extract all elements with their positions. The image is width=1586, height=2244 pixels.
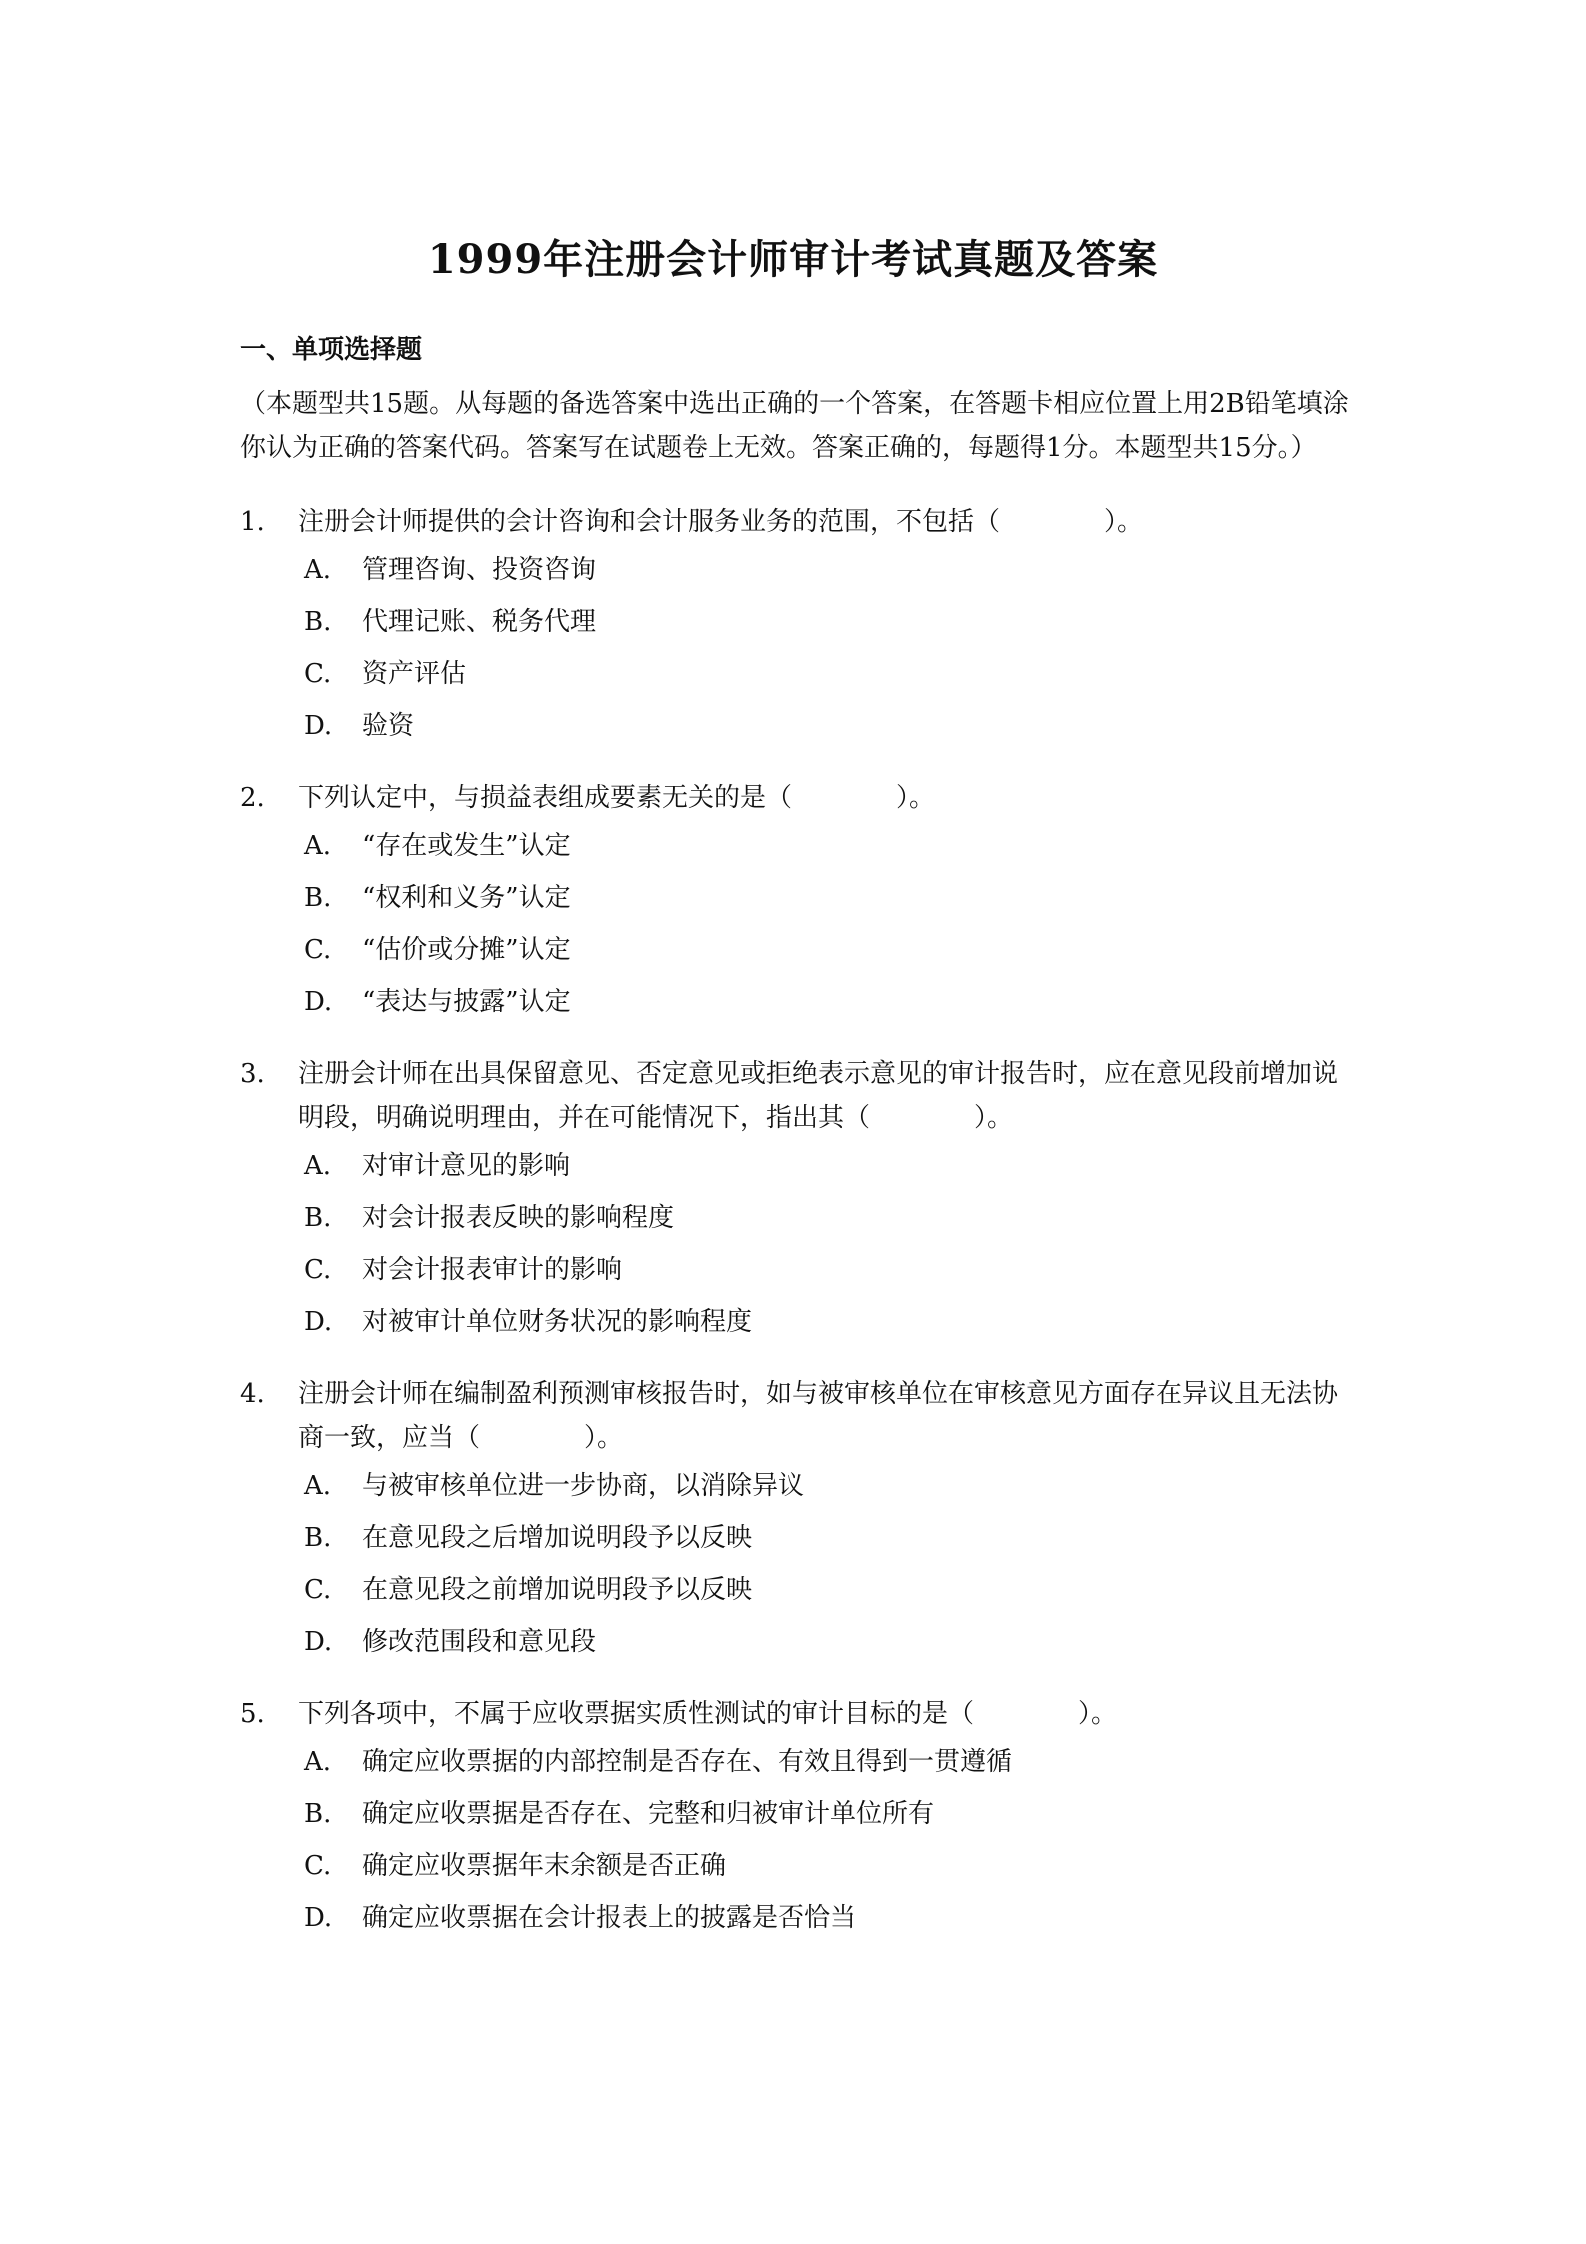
option-text: 在意见段之后增加说明段予以反映 [362,1523,753,1553]
question-number: 4. [240,1379,265,1409]
question-number: 2. [240,783,265,813]
option-d [304,1892,1350,1944]
option-letter: A. [304,1747,332,1777]
question-stem [240,500,1350,544]
option-letter: A. [304,1471,332,1501]
question-3 [240,1052,1350,1348]
document-title: 1999年注册会计师审计考试真题及答案 [427,236,1159,283]
section-instructions: （本题型共15题。从每题的备选答案中选出正确的一个答案，在答题卡相应位置上用2B铅笔填涂你认为正确的答案代码。答案写在试题卷上无效。答案正确的，每题得1分。本题型共15分。） [240,389,1349,463]
option-letter: D. [304,1903,333,1933]
option-text: 确定应收票据年末余额是否正确 [362,1851,727,1881]
option-b [304,872,1350,924]
option-list [304,1736,1350,1944]
option-list [304,544,1350,752]
option-text: 确定应收票据在会计报表上的披露是否恰当 [362,1903,857,1933]
option-letter: D. [304,987,333,1017]
option-c [304,924,1350,976]
option-letter: C. [304,1851,332,1881]
option-letter: A. [304,555,332,585]
option-letter: C. [304,1255,332,1285]
option-text: 对审计意见的影响 [362,1151,571,1181]
question-text: 下列认定中，与损益表组成要素无关的是（ ）。 [298,783,936,813]
option-b [304,1512,1350,1564]
question-stem [240,1692,1350,1736]
option-b [304,596,1350,648]
option-text: “存在或发生”认定 [362,831,571,861]
question-text: 注册会计师提供的会计咨询和会计服务业务的范围，不包括（ ）。 [298,507,1144,537]
option-text: 与被审核单位进一步协商，以消除异议 [362,1471,805,1501]
option-letter: D. [304,1627,333,1657]
option-text: 在意见段之前增加说明段予以反映 [362,1575,753,1605]
option-text: 代理记账、税务代理 [362,607,597,637]
option-text: 资产评估 [362,659,467,689]
option-letter: B. [304,1523,332,1553]
option-letter: C. [304,935,332,965]
option-b [304,1788,1350,1840]
option-d [304,1296,1350,1348]
option-list [304,820,1350,1028]
question-2 [240,776,1350,1028]
option-text: 确定应收票据的内部控制是否存在、有效且得到一贯遵循 [362,1747,1013,1777]
question-text: 下列各项中，不属于应收票据实质性测试的审计目标的是（ ）。 [298,1699,1118,1729]
option-letter: C. [304,1575,332,1605]
option-text: 对会计报表审计的影响 [362,1255,623,1285]
option-c [304,648,1350,700]
option-text: “估价或分摊”认定 [362,935,571,965]
question-stem [240,1052,1350,1140]
option-a [304,1460,1350,1512]
option-letter: D. [304,1307,333,1337]
option-letter: A. [304,831,332,861]
option-letter: B. [304,1799,332,1829]
option-letter: B. [304,607,332,637]
question-stem [240,776,1350,820]
question-number: 5. [240,1699,265,1729]
option-c [304,1564,1350,1616]
option-list [304,1460,1350,1668]
question-number: 1. [240,507,265,537]
question-number: 3. [240,1059,265,1089]
option-letter: C. [304,659,332,689]
option-text: 对会计报表反映的影响程度 [362,1203,675,1233]
option-b [304,1192,1350,1244]
section-heading: 一、单项选择题 [240,335,423,365]
option-a [304,820,1350,872]
question-5 [240,1692,1350,1944]
option-a [304,1140,1350,1192]
option-c [304,1840,1350,1892]
option-text: “权利和义务”认定 [362,883,571,913]
option-a [304,1736,1350,1788]
option-list [304,1140,1350,1348]
question-1 [240,500,1350,752]
option-text: 验资 [362,711,415,741]
document-content [240,330,1350,1968]
option-text: 管理咨询、投资咨询 [362,555,597,585]
question-stem [240,1372,1350,1460]
question-text: 注册会计师在出具保留意见、否定意见或拒绝表示意见的审计报告时，应在意见段前增加说明段，明确说明理由，并在可能情况下，指出其（ ）。 [298,1059,1339,1133]
option-d [304,976,1350,1028]
option-letter: B. [304,883,332,913]
option-a [304,544,1350,596]
question-4 [240,1372,1350,1668]
option-text: 对被审计单位财务状况的影响程度 [362,1307,753,1337]
option-c [304,1244,1350,1296]
option-text: “表达与披露”认定 [362,987,571,1017]
option-d [304,700,1350,752]
option-text: 修改范围段和意见段 [362,1627,597,1657]
option-letter: A. [304,1151,332,1181]
option-d [304,1616,1350,1668]
question-text: 注册会计师在编制盈利预测审核报告时，如与被审核单位在审核意见方面存在异议且无法协商一致，应当（ ）。 [298,1379,1339,1453]
option-letter: B. [304,1203,332,1233]
option-text: 确定应收票据是否存在、完整和归被审计单位所有 [362,1799,935,1829]
option-letter: D. [304,711,333,741]
